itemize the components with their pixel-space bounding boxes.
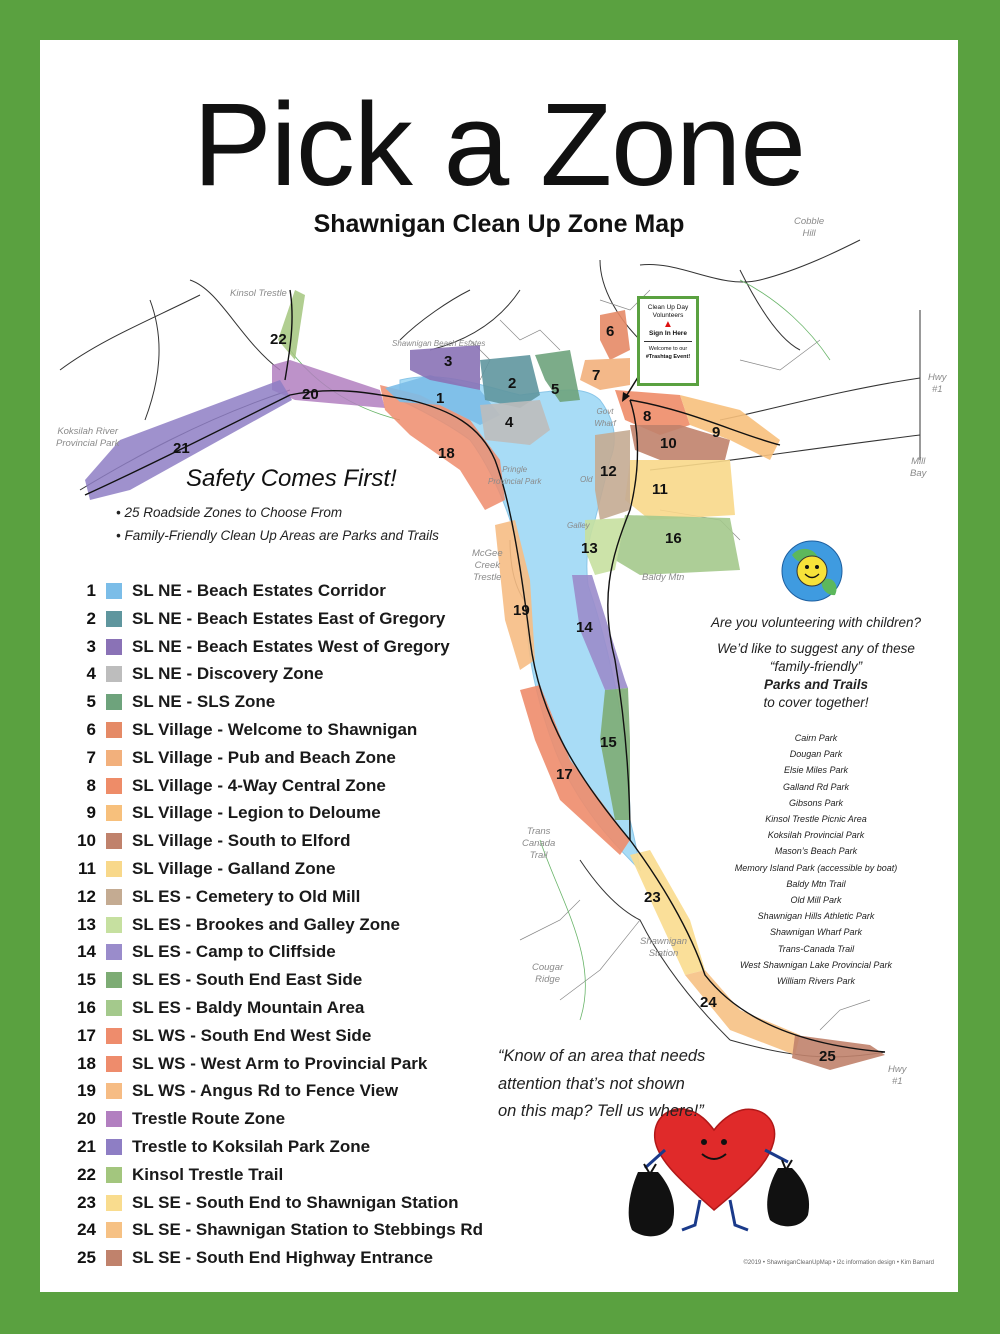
kids-line-3: Parks and Trails — [763, 677, 869, 692]
credit-line: ©2019 • ShawniganCleanUpMap • i2c information design • Kim Barnard — [743, 1260, 934, 1266]
zone-area-11[interactable] — [625, 460, 735, 520]
legend-swatch — [106, 1000, 122, 1016]
legend-row[interactable] — [70, 828, 510, 854]
svg-text:14: 14 — [576, 619, 593, 636]
heart-mascot-icon — [629, 1109, 809, 1236]
park-item: Shawnigan Hills Athletic Park — [757, 911, 875, 922]
legend-swatch — [106, 639, 122, 655]
legend-swatch — [106, 972, 122, 988]
legend-number: 3 — [86, 636, 96, 656]
legend-row[interactable] — [70, 717, 510, 743]
legend-label: SL ES - Cemetery to Old Mill — [132, 886, 361, 906]
park-item: Koksilah Provincial Park — [767, 830, 865, 841]
svg-text:18: 18 — [438, 445, 455, 462]
legend-label: SL SE - South End Highway Entrance — [132, 1248, 434, 1268]
svg-text:3: 3 — [444, 353, 453, 370]
legend-number: 19 — [77, 1081, 96, 1101]
svg-text:22: 22 — [270, 331, 287, 348]
legend-label: SL Village - Legion to Deloume — [132, 803, 381, 823]
legend-row[interactable] — [70, 689, 510, 715]
legend-swatch — [106, 1195, 122, 1211]
legend-number: 16 — [77, 998, 96, 1017]
legend-number: 2 — [86, 608, 96, 628]
place-old-mill: Old — [580, 475, 593, 484]
trash-bag-right-icon — [767, 1168, 809, 1226]
family-friendly-note — [690, 614, 942, 712]
place-shawnigan-beach-estates: Shawnigan Beach Estates — [392, 339, 486, 348]
legend-row[interactable] — [70, 1051, 510, 1077]
park-item: Cairn Park — [794, 733, 838, 743]
legend-row[interactable] — [70, 578, 510, 604]
legend-number: 22 — [77, 1164, 96, 1184]
svg-text:13: 13 — [581, 540, 598, 557]
legend-number: 8 — [86, 775, 96, 795]
legend-swatch — [106, 1056, 122, 1072]
legend-label: SL Village - Welcome to Shawnigan — [132, 720, 418, 739]
feedback-quote — [498, 1043, 738, 1126]
svg-text:9: 9 — [712, 424, 721, 441]
park-item: William Rivers Park — [777, 976, 855, 987]
page-title: Pick a Zone — [192, 79, 806, 211]
quote-line: on this map? Tell us where!” — [498, 1102, 704, 1120]
place-govt-wharf: Govt Wharf — [594, 407, 616, 428]
legend-number: 25 — [77, 1248, 96, 1268]
park-item: Mason’s Beach Park — [774, 846, 858, 857]
legend-swatch — [106, 1111, 122, 1127]
svg-text:8: 8 — [643, 408, 652, 425]
place-mill-bay: Mill Bay — [910, 456, 927, 479]
place-hwy1-north: Hwy #1 — [928, 372, 947, 395]
legend-label: SL Village - 4-Way Central Zone — [132, 775, 386, 795]
legend-row[interactable] — [70, 1162, 510, 1188]
place-cougar-ridge: Cougar Ridge — [532, 962, 564, 985]
earth-smiley-icon — [782, 541, 842, 601]
park-item: West Shawnigan Lake Provincial Park — [740, 959, 892, 970]
park-item: Shawnigan Wharf Park — [769, 927, 863, 938]
place-galley: Galley — [567, 521, 590, 530]
legend-number: 15 — [77, 970, 96, 990]
svg-text:5: 5 — [551, 381, 560, 398]
svg-text:7: 7 — [592, 367, 601, 384]
kids-line-2: “family-friendly” — [769, 659, 863, 674]
park-item: Old Mill Park — [790, 895, 842, 906]
place-koksilah-river: Koksilah River Provincial Park — [56, 426, 120, 449]
legend-row[interactable] — [70, 967, 510, 993]
legend-number: 5 — [86, 692, 96, 712]
kids-line-4: to cover together! — [763, 695, 869, 710]
legend-swatch — [106, 778, 122, 794]
sign-in-box[interactable] — [637, 296, 699, 386]
legend-row[interactable] — [70, 1106, 510, 1132]
legend-row[interactable] — [70, 1078, 510, 1104]
legend-label: SL Village - Pub and Beach Zone — [132, 747, 396, 767]
park-item: Gibsons Park — [788, 797, 844, 808]
park-item: Dougan Park — [789, 749, 843, 760]
legend-row[interactable] — [70, 1190, 510, 1216]
place-hwy1-south: Hwy #1 — [888, 1064, 907, 1087]
legend-label: SL NE - Beach Estates West of Gregory — [132, 636, 450, 656]
legend-label: SL ES - Brookes and Galley Zone — [132, 914, 400, 934]
legend-label: SL Village - Galland Zone — [132, 859, 336, 878]
legend-number: 4 — [86, 664, 96, 684]
place-mcgee-creek-trestle: McGee Creek Trestle — [472, 548, 503, 583]
legend-swatch — [106, 611, 122, 627]
legend-swatch — [106, 889, 122, 905]
legend-label: SL NE - Discovery Zone — [132, 664, 324, 684]
legend-row[interactable] — [70, 773, 510, 799]
legend-number: 18 — [77, 1053, 96, 1073]
place-shawnigan-station: Shawnigan Station — [640, 936, 688, 959]
legend-number: 14 — [77, 942, 96, 962]
safety-bullet: • Family-Friendly Clean Up Areas are Parks and Trails — [116, 528, 439, 543]
legend-number: 7 — [86, 747, 96, 767]
legend-swatch — [106, 694, 122, 710]
legend-label: Trestle Route Zone — [132, 1109, 286, 1129]
sign-line-3: Sign In Here — [649, 330, 687, 337]
legend-number: 10 — [77, 831, 96, 851]
legend-swatch — [106, 1028, 122, 1044]
legend-row[interactable] — [70, 1134, 510, 1160]
svg-text:19: 19 — [513, 602, 530, 619]
svg-text:25: 25 — [819, 1048, 836, 1065]
zone-area-6[interactable] — [600, 310, 630, 360]
legend-number: 20 — [77, 1109, 96, 1129]
legend-row[interactable] — [70, 884, 510, 910]
legend-number: 23 — [77, 1192, 96, 1212]
zone-area-7[interactable] — [580, 358, 630, 390]
legend-label: Trestle to Koksilah Park Zone — [132, 1137, 371, 1156]
safety-bullet: • 25 Roadside Zones to Choose From — [116, 505, 343, 520]
sign-line-4: Welcome to our — [648, 346, 688, 352]
legend-label: SL WS - South End West Side — [132, 1025, 372, 1045]
kids-line-1: We’d like to suggest any of these — [717, 641, 915, 656]
legend-row[interactable] — [70, 800, 510, 826]
legend-label: SL ES - Camp to Cliffside — [132, 942, 336, 962]
legend-row[interactable] — [70, 606, 510, 632]
legend-swatch — [106, 1250, 122, 1266]
legend-label: SL SE - Shawnigan Station to Stebbings Rd — [132, 1220, 484, 1240]
page-subtitle: Shawnigan Clean Up Zone Map — [313, 210, 685, 238]
zone-area-25[interactable] — [792, 1035, 885, 1070]
legend-swatch — [106, 833, 122, 849]
svg-text:11: 11 — [652, 481, 668, 498]
park-item: Kinsol Trestle Picnic Area — [765, 814, 867, 825]
svg-text:20: 20 — [302, 386, 319, 403]
legend-row[interactable] — [70, 912, 510, 938]
svg-text:24: 24 — [700, 994, 717, 1011]
svg-text:1: 1 — [436, 390, 445, 407]
legend-swatch — [106, 805, 122, 821]
svg-text:10: 10 — [660, 435, 677, 452]
place-cobble-hill: Cobble Hill — [794, 216, 825, 239]
legend-number: 24 — [77, 1220, 96, 1240]
safety-title: Safety Comes First! — [186, 465, 397, 492]
place-trans-canada-trail: Trans Canada Trail — [522, 826, 556, 861]
legend-number: 21 — [77, 1137, 96, 1156]
legend-row[interactable] — [70, 745, 510, 771]
legend-label: SL NE - Beach Estates Corridor — [132, 581, 386, 600]
legend-swatch — [106, 1222, 122, 1238]
legend-swatch — [106, 944, 122, 960]
poster — [40, 40, 958, 1292]
legend-swatch — [106, 1167, 122, 1183]
legend-label: SL WS - Angus Rd to Fence View — [132, 1081, 399, 1101]
place-pringle-park: Pringle Provincial Park — [488, 465, 542, 486]
kids-question: Are you volunteering with children? — [710, 615, 922, 630]
legend-swatch — [106, 583, 122, 599]
svg-text:6: 6 — [606, 323, 615, 340]
legend-row[interactable] — [70, 856, 510, 882]
legend-number: 9 — [86, 803, 96, 823]
svg-text:4: 4 — [505, 414, 514, 431]
svg-text:17: 17 — [556, 766, 573, 783]
legend-swatch — [106, 750, 122, 766]
park-item: Galland Rd Park — [782, 781, 850, 792]
trash-bag-left-icon — [629, 1172, 674, 1236]
legend-swatch — [106, 861, 122, 877]
legend-row[interactable] — [70, 661, 510, 687]
svg-text:16: 16 — [665, 530, 682, 547]
legend-row[interactable] — [70, 1023, 510, 1049]
quote-line: attention that’s not shown — [498, 1074, 685, 1093]
legend-swatch — [106, 666, 122, 682]
legend-swatch — [106, 722, 122, 738]
park-item: Baldy Mtn Trail — [786, 878, 846, 889]
park-item: Elsie Miles Park — [783, 765, 848, 776]
parks-list — [700, 730, 932, 989]
legend-number: 6 — [86, 720, 96, 739]
place-baldy-mtn: Baldy Mtn — [642, 572, 685, 583]
sign-line-5: #Trashtag Event! — [645, 354, 691, 360]
sign-line-1: Clean Up Day — [647, 304, 689, 311]
legend-row[interactable] — [70, 1217, 510, 1243]
legend-swatch — [106, 917, 122, 933]
quote-line: “Know of an area that needs — [498, 1047, 706, 1065]
legend-row[interactable] — [70, 995, 510, 1021]
svg-text:2: 2 — [508, 375, 517, 392]
legend-label: SL WS - West Arm to Provincial Park — [132, 1053, 428, 1073]
legend-number: 12 — [77, 886, 96, 906]
legend-label: SL NE - SLS Zone — [132, 692, 276, 712]
legend-row[interactable] — [70, 634, 510, 660]
sign-line-2: Volunteers — [652, 312, 684, 319]
legend-number: 1 — [86, 581, 96, 600]
legend-label: SL ES - Baldy Mountain Area — [132, 998, 365, 1017]
svg-text:12: 12 — [600, 463, 617, 480]
legend-label: SL NE - Beach Estates East of Gregory — [132, 608, 446, 628]
svg-text:15: 15 — [600, 734, 617, 751]
legend-row[interactable] — [70, 939, 510, 965]
legend-label: SL SE - South End to Shawnigan Station — [132, 1192, 459, 1212]
legend-number: 17 — [77, 1025, 96, 1045]
legend-swatch — [106, 1083, 122, 1099]
legend-number: 13 — [77, 914, 96, 934]
legend-label: SL Village - South to Elford — [132, 831, 351, 851]
park-item: Trans-Canada Trail — [777, 943, 855, 954]
svg-text:21: 21 — [173, 440, 190, 457]
legend-label: Kinsol Trestle Trail — [132, 1164, 284, 1184]
legend-swatch — [106, 1139, 122, 1155]
legend-row[interactable] — [70, 1245, 510, 1271]
sign-icon: ▲ — [663, 319, 673, 330]
place-kinsol-trestle: Kinsol Trestle — [230, 288, 287, 299]
park-item: Memory Island Park (accessible by boat) — [734, 862, 898, 873]
legend-number: 11 — [78, 859, 96, 878]
legend-label: SL ES - South End East Side — [132, 970, 363, 990]
svg-text:23: 23 — [644, 889, 661, 906]
